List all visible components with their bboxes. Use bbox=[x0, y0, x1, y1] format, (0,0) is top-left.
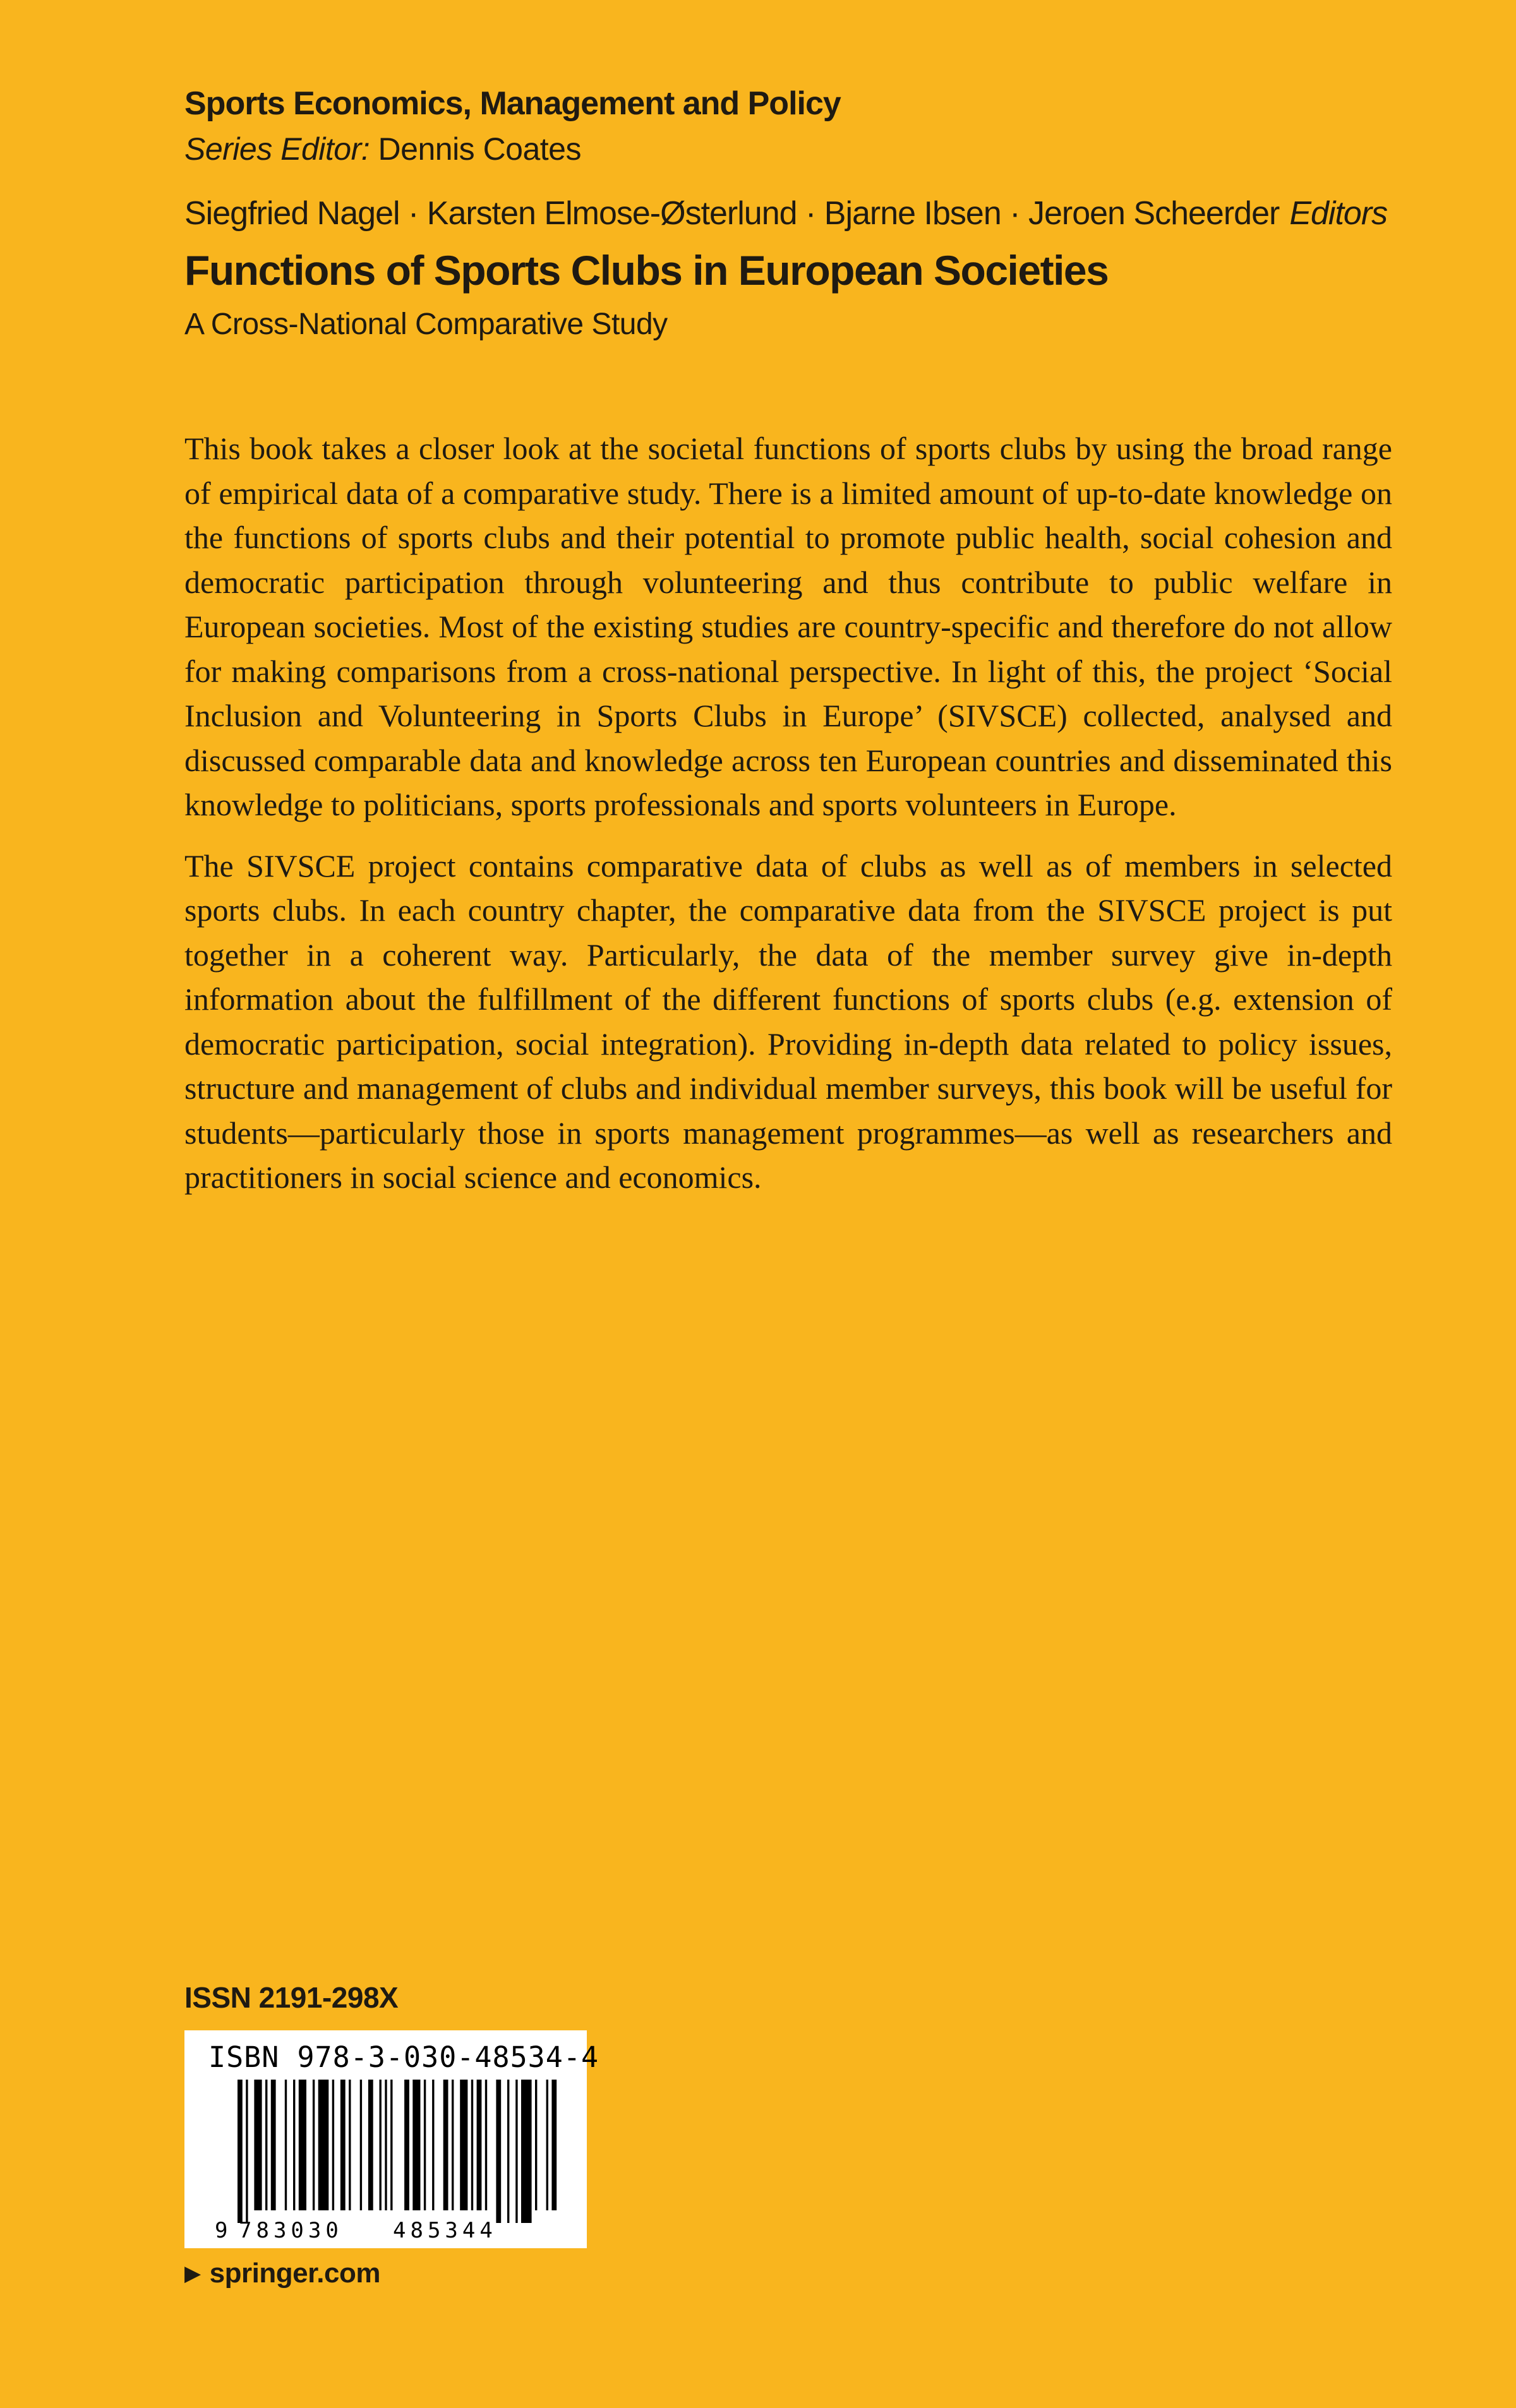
barcode-bar bbox=[471, 2080, 473, 2210]
barcode-bar bbox=[368, 2080, 373, 2210]
barcode-right-digits: 485344 bbox=[393, 2218, 497, 2243]
editor-names: Siegfried Nagel · Karsten Elmose-Østerlund · Bjarne Ibsen · Jeroen Scheerder bbox=[184, 195, 1280, 232]
barcode-bar bbox=[349, 2080, 351, 2210]
barcode-bar bbox=[535, 2080, 537, 2210]
series-block bbox=[184, 81, 1385, 172]
barcode-bar bbox=[265, 2080, 267, 2210]
barcode-bar bbox=[412, 2080, 420, 2210]
barcode-bar bbox=[477, 2080, 482, 2210]
barcode-bar bbox=[332, 2080, 334, 2210]
series-editor-name: Dennis Coates bbox=[378, 131, 581, 167]
barcode-bar bbox=[254, 2080, 262, 2210]
barcode-bar bbox=[318, 2080, 329, 2210]
barcode-bar bbox=[546, 2080, 548, 2210]
editors-role: Editors bbox=[1289, 195, 1388, 232]
barcode-bar bbox=[271, 2080, 276, 2210]
barcode-bar bbox=[285, 2080, 287, 2210]
publisher-url: springer.com bbox=[209, 2258, 380, 2289]
barcode-bar bbox=[551, 2080, 556, 2210]
publisher-link[interactable] bbox=[184, 2258, 380, 2289]
barcode-bar bbox=[246, 2080, 248, 2223]
book-editors bbox=[184, 188, 1416, 239]
barcode-bar bbox=[360, 2080, 362, 2210]
book-title: Functions of Sports Clubs in European Societies bbox=[184, 247, 1109, 294]
description-paragraph-2: The SIVSCE project contains comparative data of clubs as well as of members in selected sports clubs. In each country chapter, the comparative data from the SIVSCE project is put together in a coherent way. Particularly, the data of the member survey give in-depth information about the fulfillment of the different functions of sports clubs (e.g. extension of democratic participation, social integration). Providing in-depth data related to policy issues, structure and management of clubs and individual member surveys, this book will be useful for students—particularly those in sports management programmes—as well as researchers and practitioners in social science and economics. bbox=[184, 848, 1392, 1195]
barcode-left-digits: 783030 bbox=[239, 2218, 343, 2243]
isbn-barcode bbox=[184, 2030, 599, 2248]
barcode-bar bbox=[299, 2080, 306, 2210]
barcode-bar bbox=[385, 2080, 387, 2210]
barcode-bar bbox=[238, 2080, 243, 2223]
triangle-right-icon: ▶ bbox=[184, 2261, 201, 2285]
barcode-bar bbox=[443, 2080, 448, 2210]
series-title: Sports Economics, Management and Policy bbox=[184, 85, 841, 122]
barcode-bar bbox=[521, 2080, 532, 2223]
barcode-bar bbox=[380, 2080, 382, 2210]
barcode-bar bbox=[460, 2080, 467, 2210]
isbn-text: ISBN 978-3-030-48534-4 bbox=[208, 2040, 599, 2074]
book-heading bbox=[184, 188, 1416, 347]
barcode-bar bbox=[404, 2080, 409, 2210]
barcode-bar bbox=[293, 2080, 295, 2210]
barcode-bar bbox=[390, 2080, 392, 2210]
series-editor bbox=[184, 126, 1385, 172]
barcode-bar bbox=[452, 2080, 454, 2210]
book-description bbox=[184, 426, 1392, 1216]
series-editor-label: Series Editor: bbox=[184, 131, 370, 167]
barcode-bar bbox=[485, 2080, 487, 2210]
description-paragraph-1: This book takes a closer look at the societal functions of sports clubs by using the broad range of empirical data of a comparative study. There is a limited amount of up-to-date knowledge on the functions of sports clubs and their potential to promote public health, social cohesion and democratic participation through volunteering and thus contribute to public welfare in European societies. Most of the existing studies are country-specific and therefore do not allow for making comparisons from a cross-national perspective. In light of this, the project ‘Social Inclusion and Volunteering in Sports Clubs in Europe’ (SIVSCE) collected, analysed and discussed comparable data and knowledge across ten European countries and disseminated this knowledge to politicians, sports professionals and sports volunteers in Europe. bbox=[184, 431, 1392, 822]
barcode-bar bbox=[432, 2080, 434, 2210]
book-subtitle: A Cross-National Comparative Study bbox=[184, 308, 668, 341]
barcode-bar bbox=[515, 2080, 517, 2223]
barcode-bar bbox=[496, 2080, 501, 2223]
barcode-bar bbox=[507, 2080, 509, 2223]
issn: ISSN 2191-298X bbox=[184, 1981, 399, 2014]
barcode-bar bbox=[340, 2080, 346, 2210]
barcode-first-digit: 9 bbox=[215, 2218, 228, 2243]
barcode-bar bbox=[313, 2080, 315, 2210]
barcode-bar bbox=[424, 2080, 426, 2210]
barcode-graphic bbox=[184, 2030, 587, 2248]
